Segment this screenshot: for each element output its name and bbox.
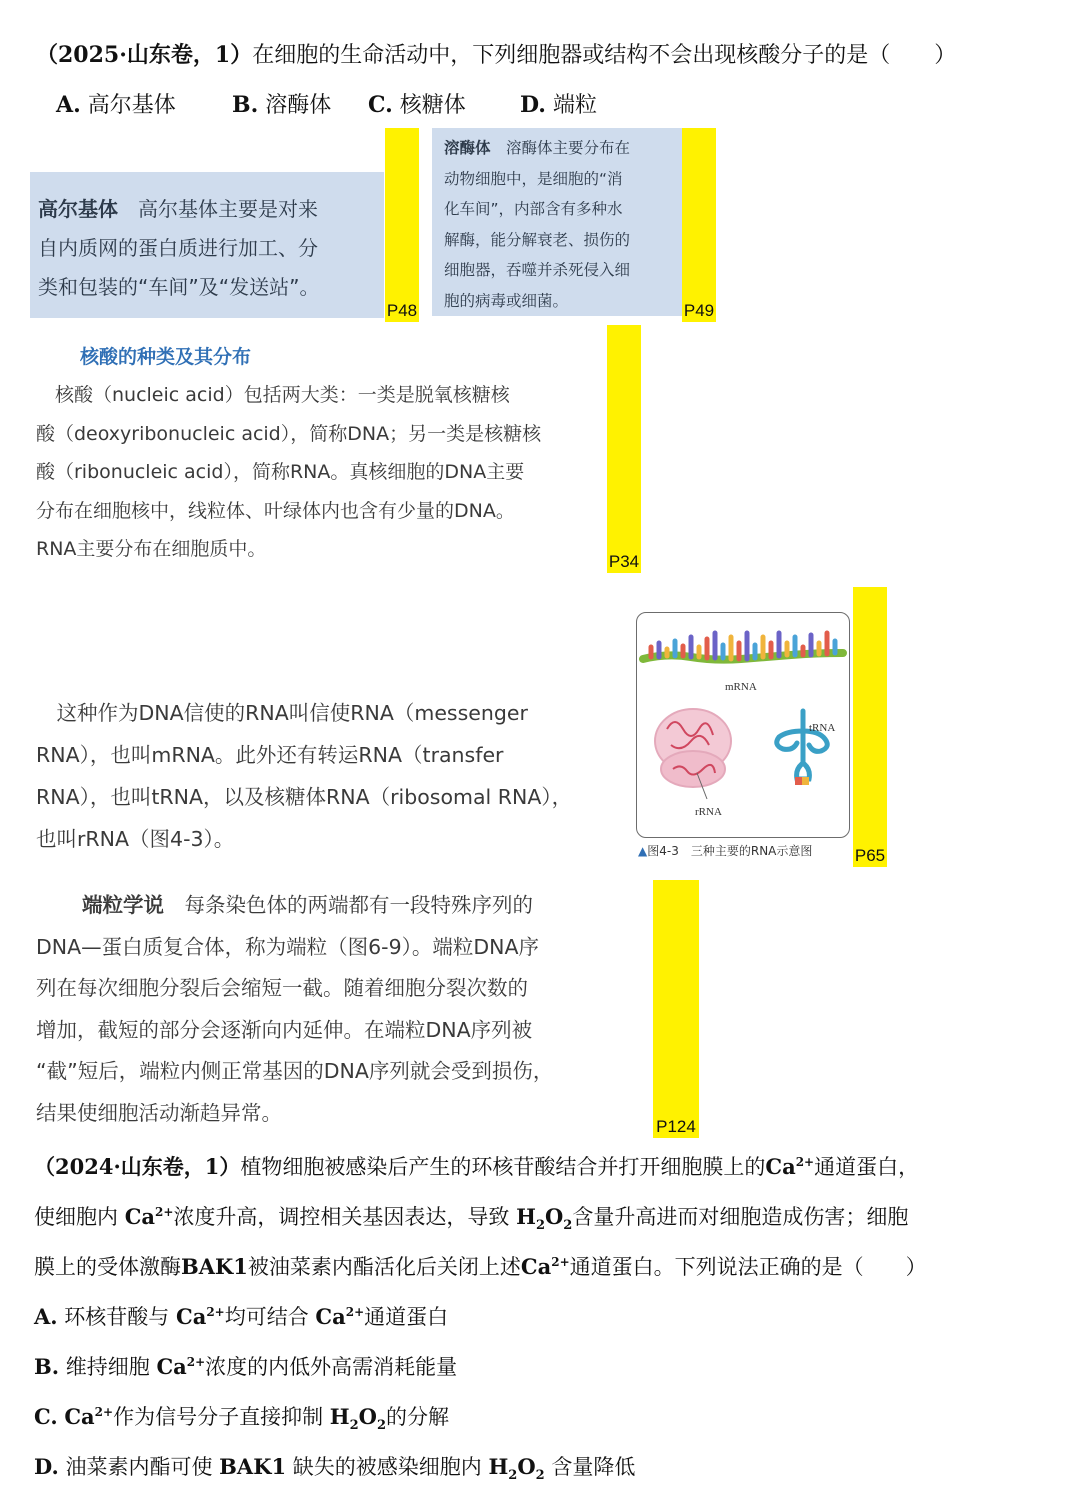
question-2-option-c: C. $Ca^{2+}$作为信号分子直接抑制 $H_2O_2$的分解 [34,1404,449,1434]
question-2-option-d: D. 油菜素内酯可使 BAK1 缺失的被感染细胞内 $H_2O_2$ 含量降低 [34,1454,636,1484]
caption-triangle-icon: ▲ [638,844,648,858]
rna-figure [636,612,850,838]
page-marker-p65: P65 [853,587,887,867]
rna-excerpt: 这种作为DNA信使的RNA叫信使RNA（messenger RNA），也叫mRNA。此外还有转运RNA（transfer RNA），也叫tRNA，以及核糖体RNA（ribosomal RNA）， 也叫rRNA（图4-3）。 [36,701,573,851]
lysosome-heading: 溶酶体 [444,139,491,157]
rna-diagram [637,613,849,837]
mrna-strand [643,633,843,660]
question-2-option-a: A. 环核苷酸与 $Ca^{2+}$均可结合 $Ca^{2+}$通道蛋白 [34,1304,449,1329]
question-1-stem [36,40,956,71]
figure-caption: ▲图4-3 三种主要的RNA示意图 [638,844,813,858]
question-1-text: 在细胞的生命活动中，下列细胞器或结构不会出现核酸分子的是（ ） [252,43,957,68]
rrna-label: rRNA [695,806,722,818]
nucleic-excerpt: 核酸（nucleic acid）包括两大类：一类是脱氧核糖核 酸（deoxyribonucleic acid），简称DNA；另一类是核糖核 酸（ribonucleic acid），简称RNA。真核细胞的DNA主要 分布在细胞核中，线粒体、叶绿体内也含有少量的DNA。 RNA主要分布在细胞质中。 [36,384,542,560]
golgi-excerpt: 高尔基体 高尔基体主要是对来 自内质网的蛋白质进行加工、分 类和包装的“车间”及“发送站”。 [30,172,384,318]
question-1-source: （2025·山东卷，1） [36,42,253,68]
page-marker-p124: P124 [653,880,699,1138]
nucleic-heading: 核酸的种类及其分布 [80,346,252,368]
option-b: B. 溶酶体 [232,92,332,118]
question-2-line-1: （2024·山东卷，1）植物细胞被感染后产生的环核苷酸结合并打开细胞膜上的$Ca^{2+}$通道蛋白， [34,1154,920,1179]
question-2 [34,1142,927,1492]
option-d: D. 端粒 [520,92,597,118]
page-marker-p48: P48 [385,128,419,322]
telomere-excerpt: 端粒学说 每条染色体的两端都有一段特殊序列的 DNA—蛋白质复合体，称为端粒（图6-9）。端粒DNA序 列在每次细胞分裂后会缩短一截。随着细胞分裂次数的 增加，截短的部分会逐渐向内延伸。在端粒DNA序列被 “截”短后，端粒内侧正常基因的DNA序列就会受到损伤， 结果使细胞活动渐趋异常。 [36,893,554,1125]
option-c: C. 核糖体 [368,92,466,118]
mrna-label: mRNA [725,681,757,693]
option-a: A. 高尔基体 [56,92,176,118]
ribosome-rrna [655,709,731,799]
question-2-line-2: 使细胞内 $Ca^{2+}$浓度升高，调控相关基因表达，导致 $H_2O_2$含量升高进而对细胞造成伤害；细胞 [34,1204,909,1234]
question-2-line-3: 膜上的受体激酶BAK1被油菜素内酯活化后关闭上述$Ca^{2+}$通道蛋白。下列说法正确的是（ ） [34,1254,927,1279]
trna-label: tRNA [809,722,836,734]
lysosome-excerpt: 溶酶体 溶酶体主要分布在 动物细胞中，是细胞的“消 化车间”，内部含有多种水 解酶，能分解衰老、损伤的 细胞器，吞噬并杀死侵入细 胞的病毒或细菌。 [432,128,682,316]
telomere-heading: 端粒学说 [82,893,164,917]
golgi-heading: 高尔基体 [38,197,118,221]
page-marker-p49: P49 [682,128,716,322]
question-2-option-b: B. 维持细胞 $Ca^{2+}$浓度的内低外高需消耗能量 [34,1354,458,1379]
page-marker-p34: P34 [607,325,641,573]
